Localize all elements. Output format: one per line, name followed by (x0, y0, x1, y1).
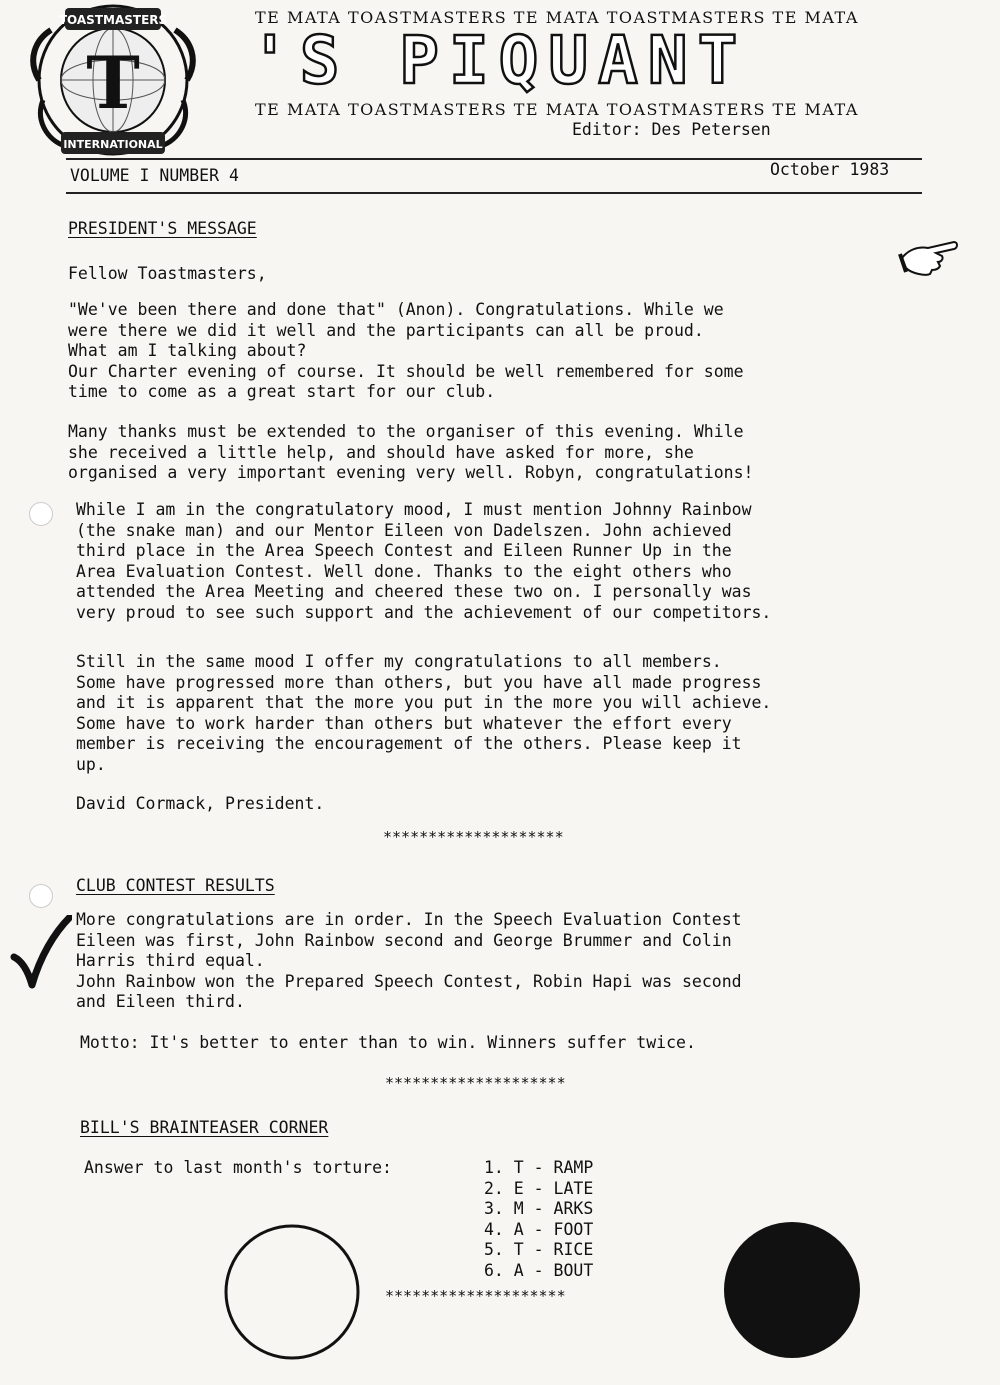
text-line: Harris third equal. (76, 951, 265, 970)
text-line: were there we did it well and the participants can all be proud. (68, 320, 704, 340)
president-paragraph-3 (76, 500, 771, 623)
text-line: and it is apparent that the more you put in the more you will achieve. (76, 693, 772, 712)
separator-2: ******************** (385, 1074, 566, 1092)
issue-date: October 1983 (770, 160, 890, 179)
punch-hole (29, 502, 53, 526)
separator-3: ******************** (385, 1287, 566, 1305)
empty-circle-icon (222, 1222, 362, 1362)
pointing-hand-icon (898, 232, 960, 278)
masthead-strip-top: TE MATA TOASTMASTERS TE MATA TOASTMASTERS TE MATA (255, 8, 859, 27)
answer-item: 6. A - BOUT (484, 1260, 594, 1280)
answer-item: 5. T - RICE (484, 1240, 594, 1259)
text-line: Still in the same mood I offer my congratulations to all members. (76, 652, 722, 671)
text-line: attended the Area Meeting and cheered these two on. I personally was (76, 582, 752, 601)
text-line: Many thanks must be extended to the organiser of this evening. While (68, 422, 744, 441)
text-line: While I am in the congratulatory mood, I must mention Johnny Rainbow (76, 500, 752, 519)
answer-item: 2. E - LATE (484, 1178, 594, 1198)
checkmark-icon (10, 915, 72, 990)
text-line: Area Evaluation Contest. Well done. Thanks to the eight others who (76, 561, 732, 581)
brainteaser-intro: Answer to last month's torture: (84, 1158, 392, 1177)
text-line: organised a very important evening very well. Robyn, congratulations! (68, 463, 754, 482)
text-line: John Rainbow won the Prepared Speech Contest, Robin Hapi was second (76, 971, 742, 991)
president-paragraph-1 (68, 300, 744, 403)
header-rule-bottom (66, 192, 922, 194)
greeting: Fellow Toastmasters, (68, 264, 267, 283)
club-contest-heading: CLUB CONTEST RESULTS (76, 876, 275, 895)
text-line: member is receiving the encouragement of the others. Please keep it (76, 734, 742, 753)
text-line: Some have progressed more than others, but you have all made progress (76, 672, 762, 692)
filled-circle-icon (722, 1220, 862, 1360)
presidents-message-heading: PRESIDENT'S MESSAGE (68, 219, 257, 238)
president-signature: David Cormack, President. (76, 794, 325, 813)
text-line: up. (76, 754, 106, 774)
text-line: third place in the Area Speech Contest and Eileen Runner Up in the (76, 541, 732, 560)
masthead-strip-bottom: TE MATA TOASTMASTERS TE MATA TOASTMASTERS TE MATA (255, 100, 859, 119)
text-line: Eileen was first, John Rainbow second and George Brummer and Colin (76, 930, 732, 950)
separator-1: ******************** (383, 828, 564, 846)
text-line: very proud to see such support and the achievement of our competitors. (76, 602, 772, 622)
logo-letter: T (86, 40, 140, 125)
answer-item: 4. A - FOOT (484, 1219, 594, 1239)
volume-number: VOLUME I NUMBER 4 (70, 166, 239, 185)
contest-motto: Motto: It's better to enter than to win. Winners suffer twice. (80, 1033, 696, 1052)
contest-paragraph (76, 910, 742, 1013)
editor-credit: Editor: Des Petersen (572, 120, 771, 139)
answer-item: 1. T - RAMP (484, 1158, 594, 1177)
brainteaser-answers (484, 1158, 593, 1281)
text-line: "We've been there and done that" (Anon). Congratulations. While we (68, 300, 724, 319)
newsletter-title: 'S PIQUANT (250, 22, 748, 99)
text-line: time to come as a great start for our club. (68, 382, 496, 401)
text-line: she received a little help, and should have asked for more, she (68, 442, 694, 462)
text-line: (the snake man) and our Mentor Eileen von Dadelszen. John achieved (76, 520, 732, 540)
text-line: What am I talking about? (68, 341, 307, 360)
president-paragraph-4 (76, 652, 771, 775)
text-line: and Eileen third. (76, 992, 245, 1011)
text-line: More congratulations are in order. In the Speech Evaluation Contest (76, 910, 742, 929)
logo-bottom-text: INTERNATIONAL (63, 138, 163, 151)
answer-item: 3. M - ARKS (484, 1199, 594, 1218)
toastmasters-logo (25, 0, 200, 168)
punch-hole (29, 884, 53, 908)
text-line: Our Charter evening of course. It should be well remembered for some (68, 361, 744, 381)
logo-top-text: TOASTMASTERS (58, 13, 168, 27)
text-line: Some have to work harder than others but whatever the effort every (76, 713, 732, 733)
brainteaser-heading: BILL'S BRAINTEASER CORNER (80, 1118, 329, 1137)
president-paragraph-2 (68, 422, 753, 484)
